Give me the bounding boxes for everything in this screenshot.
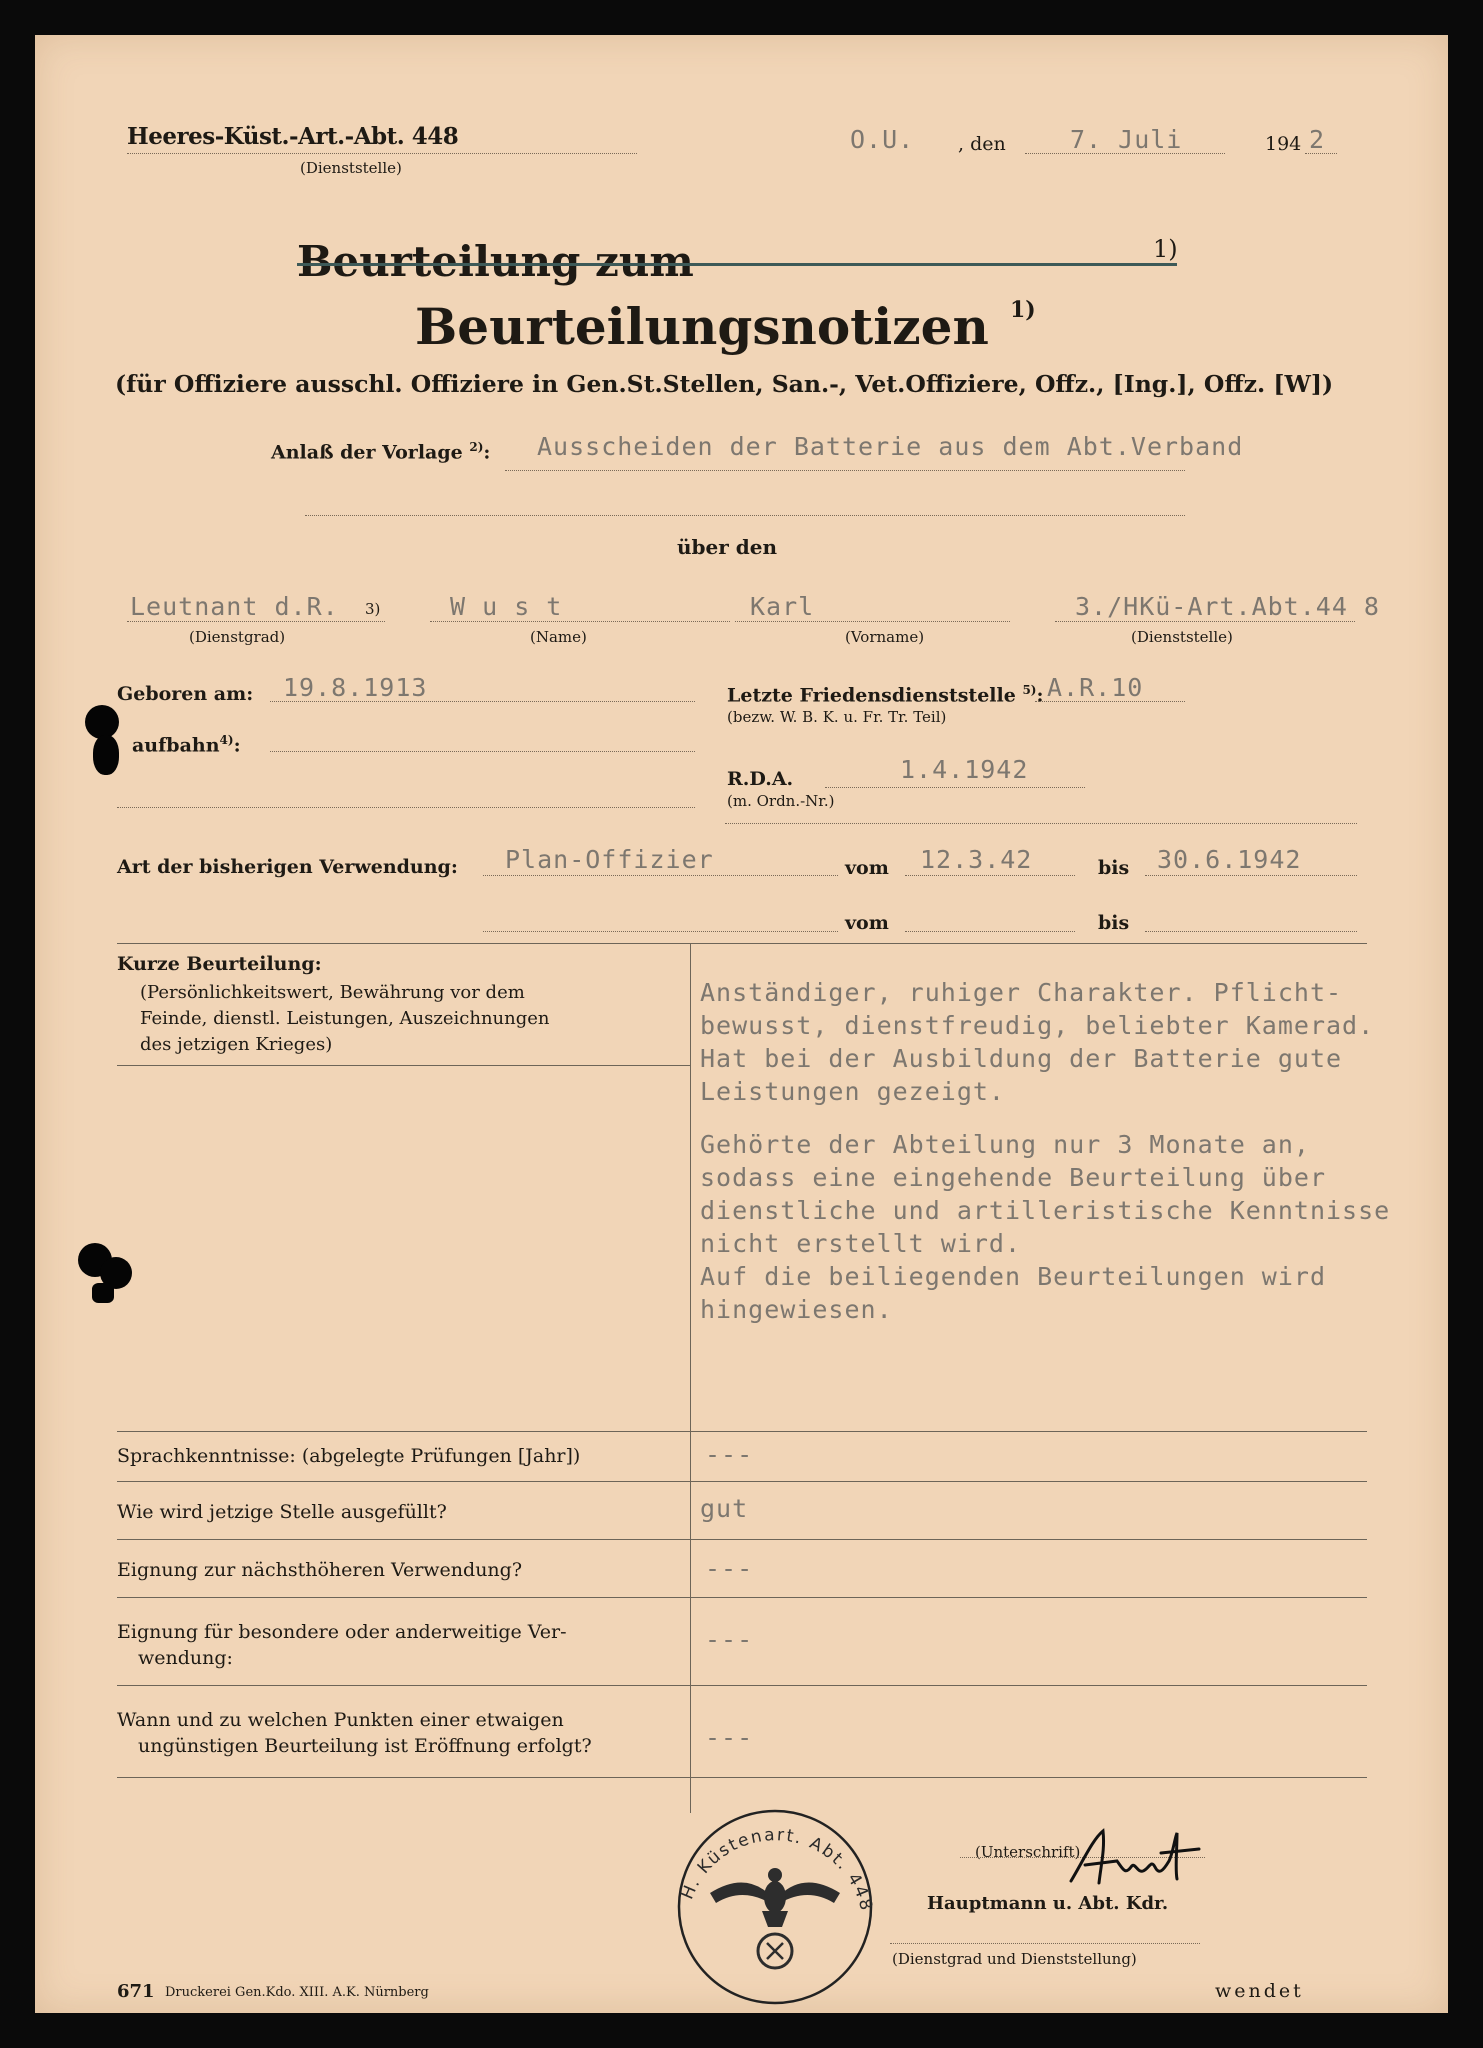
struck-footnote-mark: 1) (1153, 235, 1178, 263)
verwendung-label: Art der bisherigen Verwendung: (117, 856, 458, 878)
row-5-question-2: ungünstigen Beurteilung ist Eröffnung erfolgt? (138, 1735, 592, 1757)
handwritten-signature (1065, 1825, 1205, 1895)
punch-hole-mark (93, 735, 119, 775)
kurze-line-8: nicht erstellt wird. (700, 1229, 1022, 1258)
kurze-label: Kurze Beurteilung: (117, 953, 322, 975)
dienststelle-value: 3./HKü-Art.Abt.44 8 (1075, 592, 1380, 621)
document-page (35, 35, 1448, 2013)
row-1-answer: --- (705, 1440, 754, 1469)
caption-vorname: (Vorname) (845, 628, 925, 646)
vorname-value: Karl (750, 592, 815, 621)
anlass-value: Ausscheiden der Batterie aus dem Abt.Verband (537, 432, 1244, 461)
kurze-hint-3: des jetzigen Krieges) (140, 1034, 333, 1055)
vom-label: vom (845, 857, 889, 879)
unit-caption: (Dienststelle) (300, 159, 402, 177)
row-5-question: Wann und zu welchen Punkten einer etwaigen (117, 1709, 564, 1731)
kurze-line-3: Hat bei der Ausbildung der Batterie gute (700, 1044, 1343, 1073)
ueber-den-label: über den (677, 535, 777, 559)
friedens-value: A.R.10 (1047, 673, 1144, 702)
wenden-note: wendet (1215, 1980, 1304, 2002)
row-3-question: Eignung zur nächsthöheren Verwendung? (117, 1559, 523, 1581)
main-footnote-mark: 1) (1010, 297, 1036, 323)
rda-label: R.D.A. (727, 768, 794, 790)
rda-sub: (m. Ordn.-Nr.) (727, 792, 835, 810)
caption-dienststelle: (Dienststelle) (1131, 628, 1233, 646)
dienstgrad-mark: 3) (365, 600, 381, 618)
year-suffix: 2 (1309, 125, 1326, 154)
row-2-question: Wie wird jetzige Stelle ausgefüllt? (117, 1501, 447, 1523)
geboren-label: Geboren am: (117, 683, 254, 705)
kurze-hint-1: (Persönlichkeitswert, Bewährung vor dem (140, 982, 525, 1003)
row-4-answer: --- (705, 1625, 754, 1654)
name-value: W u s t (450, 592, 563, 621)
year-prefix: 194 (1265, 133, 1302, 155)
kurze-line-10: hingewiesen. (700, 1295, 893, 1324)
kurze-line-7: dienstliche und artilleristische Kenntnisse (700, 1196, 1391, 1225)
row-1-question: Sprachkenntnisse: (abgelegte Prüfungen [Jahr]) (117, 1445, 581, 1467)
friedens-label: Letzte Friedensdienststelle $^{5)}$: (727, 683, 1044, 707)
kurze-line-1: Anständiger, ruhiger Charakter. Pflicht- (700, 978, 1343, 1007)
svg-text:H. Küstenart. Abt. 448: H. Küstenart. Abt. 448 (677, 1825, 877, 1915)
row-3-answer: --- (705, 1554, 754, 1583)
friedens-sub: (bezw. W. B. K. u. Fr. Tr. Teil) (727, 708, 947, 726)
unit-stamp: Heeres-Küst.-Art.-Abt. 448 (127, 123, 459, 150)
punch-hole-mark (85, 705, 119, 739)
dienstgrad-value: Leutnant d.R. (130, 592, 339, 621)
printer-line: Druckerei Gen.Kdo. XIII. A.K. Nürnberg (165, 1985, 429, 2000)
signer-caption: (Dienstgrad und Dienststellung) (892, 1950, 1137, 1968)
row-2-answer: gut (700, 1494, 749, 1523)
verwendung-value: Plan-Offizier (505, 845, 714, 874)
den-label: , den (958, 133, 1006, 155)
signer-rank: Hauptmann u. Abt. Kdr. (927, 1893, 1169, 1914)
kurze-hint-2: Feinde, dienstl. Leistungen, Auszeichnungen (140, 1008, 550, 1029)
caption-name: (Name) (530, 628, 587, 646)
row-5-answer: --- (705, 1723, 754, 1752)
eagle-icon (710, 1868, 840, 1927)
main-title: Beurteilungsnotizen (415, 297, 989, 356)
laufbahn-label: aufbahn$^{4)}$: (132, 733, 241, 757)
bis2-label: bis (1098, 912, 1130, 934)
vom-value: 12.3.42 (920, 845, 1033, 874)
kurze-line-6: sodass eine eingehende Beurteilung über (700, 1163, 1326, 1192)
caption-dienstgrad: (Dienstgrad) (189, 628, 286, 646)
row-4-question-2: wendung: (138, 1647, 233, 1669)
geboren-value: 19.8.1913 (283, 673, 428, 702)
rda-value: 1.4.1942 (900, 755, 1029, 784)
kurze-line-4: Leistungen gezeigt. (700, 1077, 1005, 1106)
row-4-question: Eignung für besondere oder anderweitige Ver- (117, 1621, 567, 1643)
date-value: 7. Juli (1070, 125, 1183, 154)
form-number: 671 (117, 1981, 155, 2002)
struck-title: Beurteilung zum (297, 237, 694, 286)
punch-hole-mark (92, 1283, 114, 1303)
subtitle: (für Offiziere ausschl. Offiziere in Gen.St.Stellen, San.-, Vet.Offiziere, Offz., [Ing.], Offz. [W]) (115, 370, 1334, 398)
bis-value: 30.6.1942 (1157, 845, 1302, 874)
anlass-label: Anlaß der Vorlage $^{2)}$: (271, 440, 491, 464)
unterschrift-caption: (Unterschrift) (975, 1843, 1081, 1861)
place-value: O.U. (850, 125, 915, 154)
official-stamp (650, 1775, 900, 2005)
kurze-line-9: Auf die beiliegenden Beurteilungen wird (700, 1262, 1326, 1291)
vom2-label: vom (845, 912, 889, 934)
bis-label: bis (1098, 857, 1130, 879)
kurze-line-2: bewusst, dienstfreudig, beliebter Kamerad. (700, 1011, 1375, 1040)
kurze-line-5: Gehörte der Abteilung nur 3 Monate an, (700, 1130, 1310, 1159)
